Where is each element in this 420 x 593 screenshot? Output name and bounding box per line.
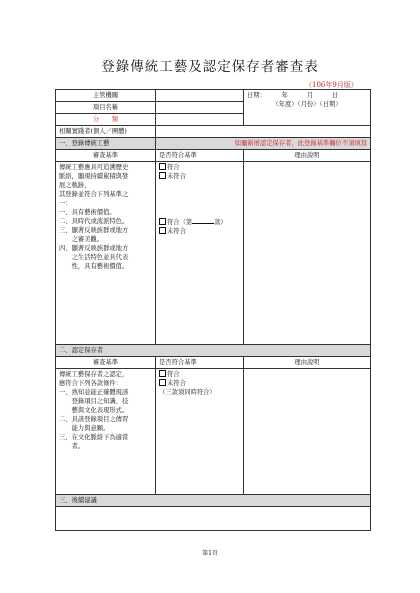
holder-meets-note: （三款須同時符合） xyxy=(159,389,216,396)
clause-number-field[interactable] xyxy=(192,217,214,224)
edition-label: （106年9月版） xyxy=(305,81,358,89)
item-name-field[interactable] xyxy=(156,102,244,114)
date-cell[interactable] xyxy=(244,90,371,126)
category-field[interactable] xyxy=(156,114,244,126)
checkbox-holder-meets[interactable]: 符合 xyxy=(159,370,240,379)
form-title: 登錄傳統工藝及認定保存者審查表 xyxy=(101,59,319,75)
agency-label: 主管機關 xyxy=(56,90,156,102)
section3-field[interactable] xyxy=(56,507,371,531)
section1-criteria: 傳統工藝應具可追溯歷史 脈絡，顯現持續累積與發 展之軌跡， 其登錄並符合下列基準之 一： 一、具有藝術價值。 二、具時代或流派特色。 三、顯著反映族群或地方 之審美觀。 四、顯著反映族群或地方 之生活特色並具代表 性，具有藝術價值。 xyxy=(56,162,156,345)
checkbox-holder-not-meets[interactable]: 未符合 xyxy=(159,379,240,388)
page-number: 第1頁 xyxy=(202,550,218,557)
section3-title: 三、後續建議 xyxy=(56,495,371,507)
section2-meets xyxy=(156,369,244,495)
section1-title: 一、登錄傳統工藝 xyxy=(56,138,156,150)
section1-note: 如屬新增認定保存者，此登錄基準欄位不須填寫 xyxy=(156,138,371,150)
section1-col-criteria: 審查基準 xyxy=(56,150,156,162)
review-form-table xyxy=(55,89,371,531)
section2-reason-field[interactable] xyxy=(244,369,371,495)
section1-col-reason: 理由說明 xyxy=(244,150,371,162)
date-sub-label: （年度）（月份）（日期） xyxy=(272,101,342,108)
section2-title: 二、認定保存者 xyxy=(56,345,371,357)
checkbox-not-meets-2[interactable]: 未符合 xyxy=(159,227,240,236)
checkbox-not-meets[interactable]: 未符合 xyxy=(159,172,240,181)
section2-col-meets: 是否符合基準 xyxy=(156,357,244,369)
checkbox-meets[interactable]: 符合 xyxy=(159,163,240,172)
item-name-label: 項目名稱 xyxy=(56,102,156,114)
section2-col-criteria: 審查基準 xyxy=(56,357,156,369)
practitioner-label: 相關實踐者(個人／團體) xyxy=(56,126,156,138)
section1-meets xyxy=(156,162,244,345)
checkbox-meets-clause[interactable]: 符合（第 款） xyxy=(159,217,240,227)
agency-field[interactable] xyxy=(156,90,244,102)
category-label: 分 類 xyxy=(56,114,156,126)
section1-reason-field[interactable] xyxy=(244,162,371,345)
practitioner-field[interactable] xyxy=(156,126,371,138)
date-label: 日期： 年 月 日 xyxy=(247,92,339,99)
section2-criteria: 傳統工藝保存者之認定， 應符合下列各款條件： 一、熟知並能正確體現該 登錄項目之知識、技 藝與文化表現形式。 二、具該登錄項目之傳習 能力與意願。 三、在文化脈絡下為適當 者。 xyxy=(56,369,156,495)
section1-col-meets: 是否符合基準 xyxy=(156,150,244,162)
section2-col-reason: 理由說明 xyxy=(244,357,371,369)
